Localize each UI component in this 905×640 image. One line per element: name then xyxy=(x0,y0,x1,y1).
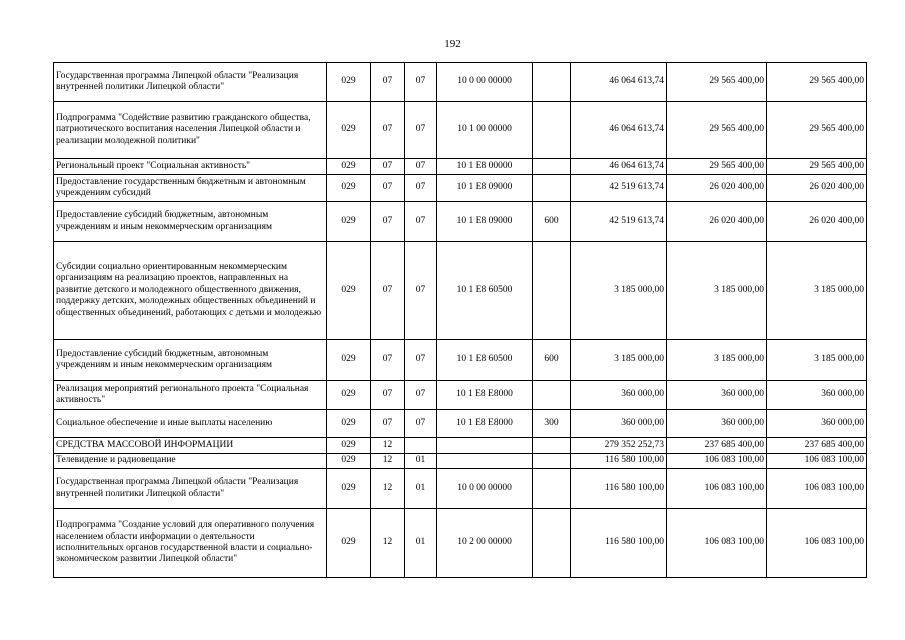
table-row xyxy=(54,381,867,410)
row-target: 10 1 E8 E8000 xyxy=(437,410,533,438)
row-value-3: 106 083 100,00 xyxy=(767,469,867,509)
row-value-2: 237 685 400,00 xyxy=(667,438,767,454)
row-value-1: 279 352 252,73 xyxy=(571,438,667,454)
row-section: 07 xyxy=(371,63,405,102)
row-section: 07 xyxy=(371,175,405,202)
row-target: 10 0 00 00000 xyxy=(437,469,533,509)
table-row xyxy=(54,438,867,454)
row-ministry: 029 xyxy=(327,438,371,454)
row-subsection: 07 xyxy=(405,159,437,175)
row-value-2: 3 185 000,00 xyxy=(667,340,767,381)
table-row xyxy=(54,202,867,242)
row-subsection: 07 xyxy=(405,410,437,438)
row-type xyxy=(533,509,571,578)
row-section: 07 xyxy=(371,102,405,159)
row-name: Предоставление субсидий бюджетным, автономным учреждениям и иным некоммерческим организациям xyxy=(54,340,327,381)
row-type: 300 xyxy=(533,410,571,438)
row-target: 10 1 E8 60500 xyxy=(437,340,533,381)
row-subsection: 07 xyxy=(405,381,437,410)
row-target: 10 1 00 00000 xyxy=(437,102,533,159)
row-name: Телевидение и радиовещание xyxy=(54,454,327,469)
row-type: 600 xyxy=(533,340,571,381)
row-value-2: 26 020 400,00 xyxy=(667,202,767,242)
row-value-3: 360 000,00 xyxy=(767,381,867,410)
row-value-1: 46 064 613,74 xyxy=(571,159,667,175)
row-name: Предоставление государственным бюджетным и автономным учреждениям субсидий xyxy=(54,175,327,202)
row-subsection: 01 xyxy=(405,469,437,509)
row-target xyxy=(437,438,533,454)
row-ministry: 029 xyxy=(327,202,371,242)
row-target: 10 1 E8 09000 xyxy=(437,202,533,242)
row-value-2: 106 083 100,00 xyxy=(667,509,767,578)
row-ministry: 029 xyxy=(327,242,371,340)
row-value-1: 116 580 100,00 xyxy=(571,469,667,509)
row-target xyxy=(437,454,533,469)
row-value-1: 46 064 613,74 xyxy=(571,63,667,102)
row-section: 12 xyxy=(371,438,405,454)
row-value-3: 3 185 000,00 xyxy=(767,242,867,340)
row-name: Государственная программа Липецкой области "Реализация внутренней политики Липецкой области" xyxy=(54,63,327,102)
row-value-3: 237 685 400,00 xyxy=(767,438,867,454)
row-value-3: 360 000,00 xyxy=(767,410,867,438)
table-row xyxy=(54,469,867,509)
table-row xyxy=(54,175,867,202)
row-value-1: 46 064 613,74 xyxy=(571,102,667,159)
row-value-1: 360 000,00 xyxy=(571,381,667,410)
row-target: 10 2 00 00000 xyxy=(437,509,533,578)
row-value-3: 26 020 400,00 xyxy=(767,202,867,242)
row-name: Предоставление субсидий бюджетным, автономным учреждениям и иным некоммерческим организациям xyxy=(54,202,327,242)
row-type xyxy=(533,381,571,410)
row-ministry: 029 xyxy=(327,469,371,509)
row-subsection: 07 xyxy=(405,63,437,102)
row-section: 12 xyxy=(371,454,405,469)
row-target: 10 1 E8 60500 xyxy=(437,242,533,340)
row-subsection: 01 xyxy=(405,454,437,469)
row-ministry: 029 xyxy=(327,159,371,175)
row-value-2: 106 083 100,00 xyxy=(667,469,767,509)
row-type xyxy=(533,438,571,454)
row-value-2: 26 020 400,00 xyxy=(667,175,767,202)
row-subsection xyxy=(405,438,437,454)
row-ministry: 029 xyxy=(327,340,371,381)
row-section: 07 xyxy=(371,202,405,242)
table-row xyxy=(54,509,867,578)
row-ministry: 029 xyxy=(327,102,371,159)
row-type xyxy=(533,242,571,340)
row-value-1: 42 519 613,74 xyxy=(571,202,667,242)
row-target: 10 1 E8 00000 xyxy=(437,159,533,175)
row-type xyxy=(533,175,571,202)
row-subsection: 07 xyxy=(405,202,437,242)
row-ministry: 029 xyxy=(327,63,371,102)
row-subsection: 07 xyxy=(405,175,437,202)
row-name: Подпрограмма "Создание условий для оперативного получения населением области информации о деятельности исполнительных органов государственной власти и социально-экономическом развитии Липецкой области" xyxy=(54,509,327,578)
row-type xyxy=(533,454,571,469)
row-value-2: 3 185 000,00 xyxy=(667,242,767,340)
row-section: 12 xyxy=(371,469,405,509)
row-section: 07 xyxy=(371,340,405,381)
row-ministry: 029 xyxy=(327,509,371,578)
row-target: 10 1 E8 09000 xyxy=(437,175,533,202)
page-number: 192 xyxy=(444,38,461,50)
row-name: СРЕДСТВА МАССОВОЙ ИНФОРМАЦИИ xyxy=(54,438,327,454)
row-type: 600 xyxy=(533,202,571,242)
row-value-3: 3 185 000,00 xyxy=(767,340,867,381)
row-value-3: 29 565 400,00 xyxy=(767,102,867,159)
table-row xyxy=(54,340,867,381)
row-subsection: 07 xyxy=(405,242,437,340)
row-value-3: 106 083 100,00 xyxy=(767,509,867,578)
table-row xyxy=(54,410,867,438)
row-value-1: 116 580 100,00 xyxy=(571,454,667,469)
row-section: 12 xyxy=(371,509,405,578)
row-target: 10 0 00 00000 xyxy=(437,63,533,102)
row-value-1: 116 580 100,00 xyxy=(571,509,667,578)
row-type xyxy=(533,102,571,159)
row-section: 07 xyxy=(371,410,405,438)
row-value-3: 106 083 100,00 xyxy=(767,454,867,469)
row-name: Реализация мероприятий регионального проекта "Социальная активность" xyxy=(54,381,327,410)
row-section: 07 xyxy=(371,159,405,175)
row-value-2: 106 083 100,00 xyxy=(667,454,767,469)
budget-table xyxy=(53,62,867,578)
table-row xyxy=(54,102,867,159)
row-value-1: 3 185 000,00 xyxy=(571,340,667,381)
row-ministry: 029 xyxy=(327,410,371,438)
row-type xyxy=(533,469,571,509)
row-subsection: 07 xyxy=(405,340,437,381)
row-value-3: 29 565 400,00 xyxy=(767,159,867,175)
row-type xyxy=(533,159,571,175)
row-type xyxy=(533,63,571,102)
table-row xyxy=(54,242,867,340)
row-name: Региональный проект "Социальная активность" xyxy=(54,159,327,175)
row-name: Субсидии социально ориентированным некоммерческим организациям на реализацию проектов, направленных на развитие детского и молодежного общественного движения, поддержку детских, молодежных общественных объединений и общественных объединений, работающих с детьми и молодежью xyxy=(54,242,327,340)
row-ministry: 029 xyxy=(327,381,371,410)
row-name: Социальное обеспечение и иные выплаты населению xyxy=(54,410,327,438)
row-subsection: 01 xyxy=(405,509,437,578)
row-value-1: 360 000,00 xyxy=(571,410,667,438)
row-value-3: 29 565 400,00 xyxy=(767,63,867,102)
row-value-2: 360 000,00 xyxy=(667,410,767,438)
row-value-2: 29 565 400,00 xyxy=(667,63,767,102)
table-row xyxy=(54,63,867,102)
row-ministry: 029 xyxy=(327,175,371,202)
table-row xyxy=(54,454,867,469)
row-section: 07 xyxy=(371,381,405,410)
row-value-1: 42 519 613,74 xyxy=(571,175,667,202)
row-subsection: 07 xyxy=(405,102,437,159)
row-value-2: 29 565 400,00 xyxy=(667,159,767,175)
table-row xyxy=(54,159,867,175)
row-value-3: 26 020 400,00 xyxy=(767,175,867,202)
budget-table-body xyxy=(54,63,867,578)
row-name: Государственная программа Липецкой области "Реализация внутренней политики Липецкой области" xyxy=(54,469,327,509)
row-name: Подпрограмма "Содействие развитию гражданского общества, патриотического воспитания населения Липецкой области и реализации молодежной политики" xyxy=(54,102,327,159)
row-value-2: 360 000,00 xyxy=(667,381,767,410)
row-section: 07 xyxy=(371,242,405,340)
row-ministry: 029 xyxy=(327,454,371,469)
row-value-2: 29 565 400,00 xyxy=(667,102,767,159)
row-target: 10 1 E8 E8000 xyxy=(437,381,533,410)
row-value-1: 3 185 000,00 xyxy=(571,242,667,340)
